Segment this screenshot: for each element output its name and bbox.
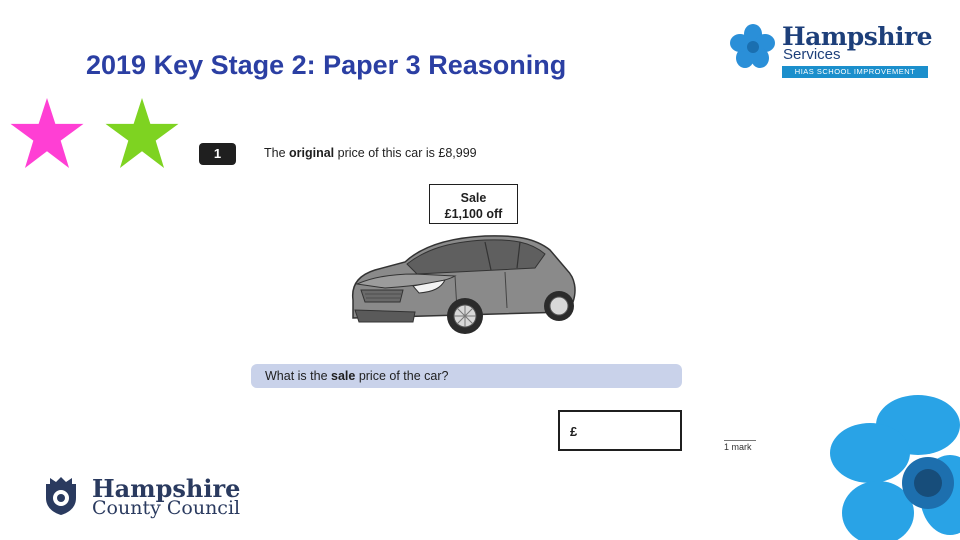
county-council-name: Hampshire [92, 474, 241, 503]
pink-star-icon [9, 96, 85, 170]
question-text: The original price of this car is £8,999 [264, 146, 477, 160]
car-illustration [345, 230, 580, 340]
county-crest-icon [42, 476, 80, 516]
county-council-subtitle: County Council [92, 497, 241, 519]
question-number: 1 [199, 143, 236, 165]
hampshire-services-subtitle: Services [783, 46, 841, 63]
hampshire-services-logo [730, 22, 935, 82]
answer-currency: £ [570, 424, 578, 439]
sale-tag-title: Sale [460, 191, 487, 205]
flower-logo-icon [730, 24, 776, 70]
prompt-emphasis: sale [331, 369, 356, 383]
green-star-icon [104, 96, 180, 170]
sale-tag [429, 184, 518, 224]
decorative-flower-icon [800, 395, 960, 540]
mark-divider [724, 440, 756, 441]
prompt-text: What is the sale price of the car? [265, 369, 449, 383]
mark-value: 1 mark [724, 442, 752, 452]
slide-title: 2019 Key Stage 2: Paper 3 Reasoning [86, 50, 567, 80]
hias-bar: HIAS SCHOOL IMPROVEMENT [782, 66, 928, 78]
sale-tag-discount: £1,100 off [444, 207, 503, 221]
hampshire-services-name: Hampshire [782, 22, 933, 51]
question-text-emphasis: original [289, 146, 335, 160]
